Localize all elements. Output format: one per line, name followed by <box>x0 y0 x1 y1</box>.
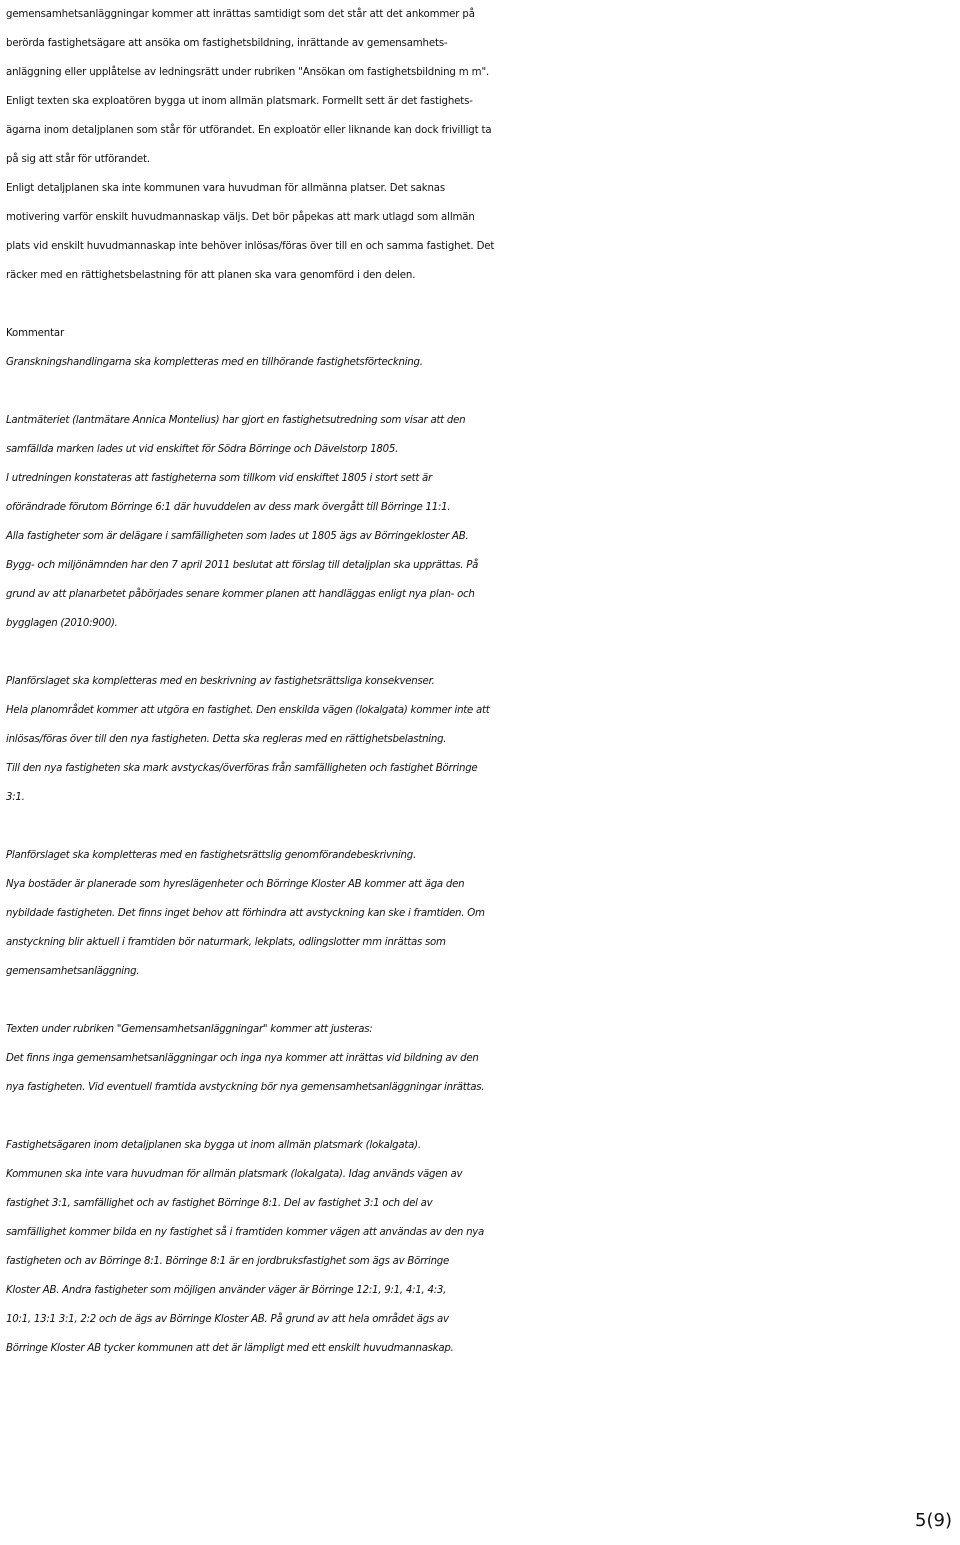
paragraph-gap <box>6 986 956 1015</box>
paragraph-gap <box>6 638 956 667</box>
paragraph-genomforande <box>6 841 956 986</box>
paragraph-huvudmannaskap <box>6 1131 956 1363</box>
text-line: Det finns inga gemensamhetsanläggningar och inga nya kommer att inrättas vid bildning av den <box>6 1053 479 1064</box>
text-line: Fastighetsägaren inom detaljplanen ska bygga ut inom allmän platsmark (lokalgata). <box>6 1140 421 1151</box>
text-line: nya fastigheten. Vid eventuell framtida avstyckning bör nya gemensamhetsanläggningar inrättas. <box>6 1082 485 1093</box>
text-line: Till den nya fastigheten ska mark avstyckas/överföras från samfälligheten och fastighet Börringe <box>6 763 478 774</box>
text-line: Börringe Kloster AB tycker kommunen att det är lämpligt med ett enskilt huvudmannaskap. <box>6 1343 454 1354</box>
comment-heading: Kommentar <box>6 328 65 339</box>
text-line: Kommunen ska inte vara huvudman för allmän platsmark (lokalgata). Idag används vägen av <box>6 1169 463 1180</box>
upright-section <box>6 0 956 290</box>
paragraph-gap <box>6 290 956 319</box>
text-line: motivering varför enskilt huvudmannaskap väljs. Det bör påpekas att mark utlagd som allmän <box>6 212 475 223</box>
text-line: fastighet 3:1, samfällighet och av fastighet Börringe 8:1. Del av fastighet 3:1 och del av <box>6 1198 433 1209</box>
text-line: Hela planområdet kommer att utgöra en fastighet. Den enskilda vägen (lokalgata) kommer inte att <box>6 705 490 716</box>
text-line: Enligt texten ska exploatören bygga ut inom allmän platsmark. Formellt sett är det fastighets- <box>6 96 473 107</box>
text-line: Lantmäteriet (lantmätare Annica Montelius) har gjort en fastighetsutredning som visar att den <box>6 415 466 426</box>
paragraph-fastighetsutredning <box>6 406 956 638</box>
text-line: Bygg- och miljönämnden har den 7 april 2011 beslutat att förslag till detaljplan ska upprättas. På <box>6 560 479 571</box>
text-line: Planförslaget ska kompletteras med en beskrivning av fastighetsrättsliga konsekvenser. <box>6 676 435 687</box>
paragraph-gap <box>6 812 956 841</box>
text-line: I utredningen konstateras att fastigheterna som tillkom vid enskiftet 1805 i stort sett är <box>6 473 432 484</box>
text-line: berörda fastighetsägare att ansöka om fastighetsbildning, inrättande av gemensamhets- <box>6 38 448 49</box>
document-page <box>6 0 956 1363</box>
text-line: fastigheten och av Börringe 8:1. Börringe 8:1 är en jordbruksfastighet som ägs av Börringe <box>6 1256 450 1267</box>
paragraph-gap <box>6 1102 956 1131</box>
text-line: samfällighet kommer bilda en ny fastighet så i framtiden kommer vägen att användas av den nya <box>6 1227 485 1238</box>
text-line: anläggning eller upplåtelse av ledningsrätt under rubriken "Ansökan om fastighetsbildning m m". <box>6 67 490 78</box>
text-line: Nya bostäder är planerade som hyreslägenheter och Börringe Kloster AB kommer att äga den <box>6 879 465 890</box>
text-line: Kloster AB. Andra fastigheter som möjligen använder väger är Börringe 12:1, 9:1, 4:1, 4:3, <box>6 1285 447 1296</box>
text-line: ägarna inom detaljplanen som står för utförandet. En exploatör eller liknande kan dock frivilligt ta <box>6 125 492 136</box>
text-line: Planförslaget ska kompletteras med en fastighetsrättslig genomförandebeskrivning. <box>6 850 416 861</box>
text-line: gemensamhetsanläggningar kommer att inrättas samtidigt som det står att det ankommer på <box>6 9 475 20</box>
text-line: samfällda marken lades ut vid enskiftet för Södra Börringe och Dävelstorp 1805. <box>6 444 399 455</box>
page-number: 5(9) <box>915 1510 952 1531</box>
text-line: på sig att står för utförandet. <box>6 154 150 165</box>
text-line: anstyckning blir aktuell i framtiden bör naturmark, lekplats, odlingslotter mm inrättas som <box>6 937 446 948</box>
text-line: grund av att planarbetet påbörjades senare kommer planen att handläggas enligt nya plan- och <box>6 589 475 600</box>
text-line: Texten under rubriken "Gemensamhetsanläggningar" kommer att justeras: <box>6 1024 373 1035</box>
text-line: oförändrade förutom Börringe 6:1 där huvuddelen av dess mark övergått till Börringe 11:1. <box>6 502 451 513</box>
text-line: plats vid enskilt huvudmannaskap inte behöver inlösas/föras över till en och samma fastighet. Det <box>6 241 495 252</box>
text-line: 10:1, 13:1 3:1, 2:2 och de ägs av Börringe Kloster AB. På grund av att hela området ägs av <box>6 1314 449 1325</box>
paragraph-konsekvenser <box>6 667 956 812</box>
text-line: Enligt detaljplanen ska inte kommunen vara huvudman för allmänna platser. Det saknas <box>6 183 446 194</box>
text-line: räcker med en rättighetsbelastning för att planen ska vara genomförd i den delen. <box>6 270 416 281</box>
text-line: Alla fastigheter som är delägare i samfälligheten som lades ut 1805 ägs av Börringekloster AB. <box>6 531 469 542</box>
paragraph-gap <box>6 377 956 406</box>
text-line: bygglagen (2010:900). <box>6 618 118 629</box>
text-line: inlösas/föras över till den nya fastigheten. Detta ska regleras med en rättighetsbelastning. <box>6 734 447 745</box>
paragraph-gemensamhetsanlaggningar <box>6 1015 956 1102</box>
text-line: nybildade fastigheten. Det finns inget behov att förhindra att avstyckning kan ske i framtiden. Om <box>6 908 485 919</box>
comment-line: Granskningshandlingarna ska kompletteras med en tillhörande fastighetsförteckning. <box>6 357 423 368</box>
text-line: gemensamhetsanläggning. <box>6 966 140 977</box>
text-line: 3:1. <box>6 792 25 803</box>
